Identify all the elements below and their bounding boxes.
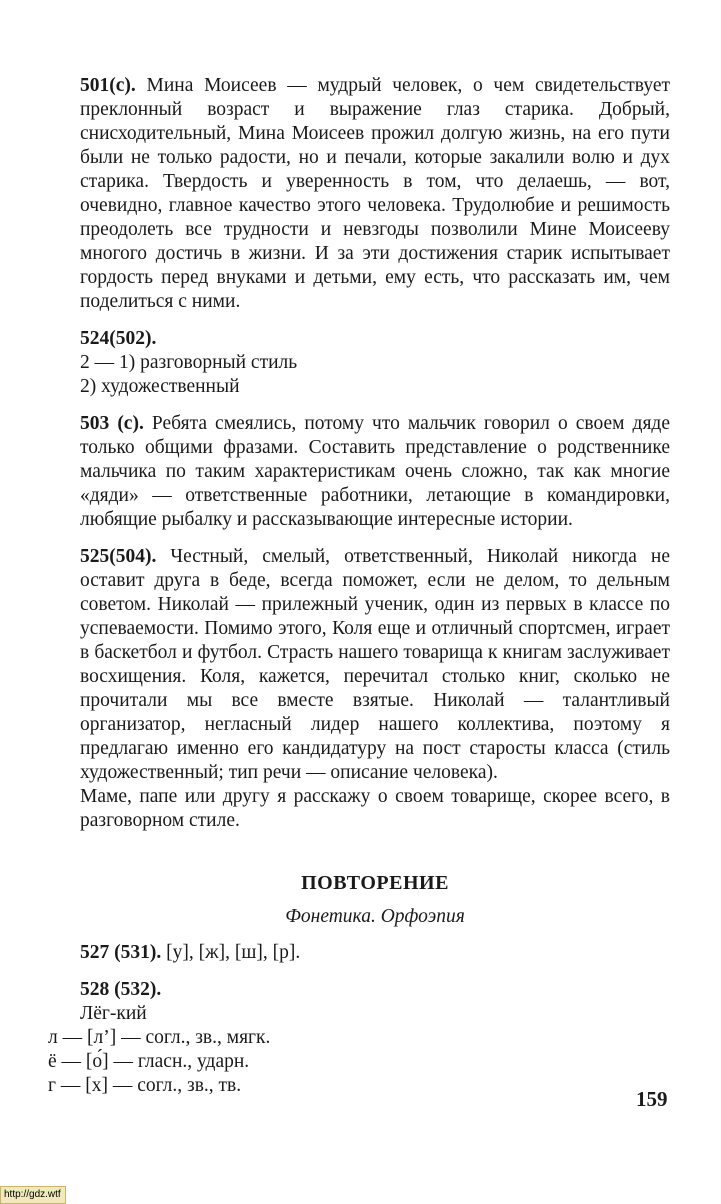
- entry-503-paragraph: [80, 412, 670, 532]
- entry-503-number: 503 (с).: [80, 413, 144, 434]
- entry-525-text: Честный, смелый, ответственный, Николай никогда не оставит друга в беде, всегда поможет, если не делом, то дельным советом. Николай — прилежный ученик, один из первых в классе по успеваемости. Помимо этого, Коля еще и отличный спортсмен, играет в баскетбол и футбол. Страсть нашего товарища к книгам заслуживает восхищения. Коля, кажется, перечитал столько книг, сколько не прочитали мы все вместе взятые. Николай — талантливый организатор, негласный лидер нашего коллектива, поэтому я предлагаю именно его кандидатуру на пост старосты класса (стиль художественный; тип речи — описание человека).: [80, 546, 670, 783]
- page-number: 159: [636, 1087, 668, 1111]
- entry-501: [80, 74, 670, 314]
- entry-524-line-2: 2) художественный: [80, 376, 240, 397]
- source-link[interactable]: http://gdz.wtf: [0, 1186, 66, 1204]
- entry-528-number: 528 (532).: [80, 979, 162, 1000]
- entry-525: [80, 545, 670, 833]
- entry-524-number: 524(502).: [80, 328, 157, 349]
- entry-501-paragraph: [80, 74, 670, 314]
- entry-503: [80, 412, 670, 532]
- entry-524-line-1: 2 — 1) разговорный стиль: [80, 352, 298, 373]
- entry-525-number: 525(504).: [80, 546, 157, 567]
- entry-527-text: [у], [ж], [ш], [р].: [166, 942, 301, 963]
- entry-525-paragraph: [80, 545, 670, 785]
- entry-527: [80, 941, 670, 965]
- entry-528-row-3: г — [х] — согл., зв., тв.: [48, 1075, 242, 1096]
- entry-503-text: Ребята смеялись, потому что мальчик говорил о своем дяде только общими фразами. Составить представление о родственнике мальчика по таким характеристикам очень сложно, так как многие «дяди» — ответственные работники, летающие в командировки, любящие рыбалку и рассказывающие интересные истории.: [80, 413, 671, 530]
- entry-528-row-2: ё — [о́] — гласн., ударн.: [48, 1051, 250, 1072]
- entry-501-text: Мина Моисеев — мудрый человек, о чем свидетельствует преклонный возраст и выражение глаз старика. Добрый, снисходительный, Мина Моисеев прожил долгую жизнь, на его пути были не только радости, но и печали, которые закалили волю и дух старика. Твердость и уверенность в том, что делаешь, — вот, очевидно, главное качество этого человека. Трудолюбие и решимость преодолеть все трудности и невзгоды позволили Мине Моисееву многого достичь в жизни. И за эти достижения старик испытывает гордость перед внуками и детьми, ему есть, что рассказать им, чем поделиться с ними.: [80, 75, 671, 312]
- entry-501-number: 501(с).: [80, 75, 136, 96]
- entry-525-text-2: Маме, папе или другу я расскажу о своем товарище, скорее всего, в разговорном стиле.: [80, 786, 670, 831]
- page-content: [48, 74, 671, 1111]
- entry-524: [80, 327, 670, 399]
- entry-527-number: 527 (531).: [80, 942, 162, 963]
- section-subheading: Фонетика. Орфоэпия: [285, 906, 465, 927]
- entry-528-word: Лёг-кий: [80, 1003, 147, 1024]
- entry-525-paragraph-2: [80, 785, 670, 833]
- entry-528-row-1: л — [л’] — согл., зв., мягк.: [48, 1027, 271, 1048]
- entry-528: [48, 978, 670, 1098]
- section-heading: ПОВТОРЕНИЕ: [301, 872, 449, 894]
